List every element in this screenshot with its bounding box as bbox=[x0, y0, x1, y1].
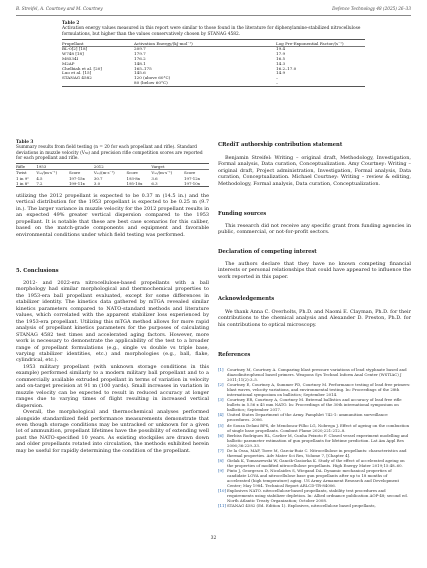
body-paragraph: Overall, the morphological and thermochemical analyses performed alongside standardized field performance measurements demonstrate that even though storage conditions may be untracked or unknown for a given lot of ammunition, propellant lifetimes have the possibility of extending well past the NATO-specified 10 years. As existing stockpiles are drawn down and older propellants rotated into circulation, the methods exhibited herein may be useful for rapidly determining the condition of the propellant. bbox=[16, 409, 209, 454]
reference-item bbox=[218, 412, 411, 422]
reference-text: Berbiss Rodrigues RL, Cavlier M, Cunha Peixoto F. Closed vessel experiment modelling and ballistic parameter estimation of gun propellants for lifetime prediction. Lat Am Appl Res 2006;36:229–33. bbox=[227, 432, 409, 448]
table-cell: 14.3 bbox=[276, 60, 286, 66]
reference-item bbox=[218, 458, 411, 468]
table-2-caption-text: Activation energy values measured in this report were similar to those found in the literature for diphenylamine-stabilized nitrocellulose formulations, but higher than the values conservatively chosen by STANAG 4582. bbox=[62, 26, 361, 37]
reference-text: Pinto J, Georgescu D, Nicolaides S, Wiegand DA. Dynamic mechanical properties of candidate LOVA and nitrocellulose base gun propellants after up to 18 months of accelerated (high temperature) aging. US Army Armament Research and Development Center; May 1984. Technical Report ARLCD-TR-84006. bbox=[227, 467, 400, 489]
funding-text bbox=[218, 223, 411, 236]
header-rule bbox=[16, 15, 411, 16]
table-cell: – bbox=[276, 75, 279, 81]
table-cell: 1 in 9" bbox=[16, 175, 29, 181]
table-cell: 148.1 bbox=[134, 60, 146, 66]
table-cell: 197-12x bbox=[184, 175, 200, 181]
table-cell: 14.9 bbox=[276, 70, 286, 76]
table-header-cell: Rifle bbox=[16, 164, 36, 170]
reference-text: de Souza Delani BPS, de Mendonca-Filho LG, Nobrega J. Effect of ageing on the combustion of single base propellants. Combust Flame 2020;221:212–8. bbox=[227, 422, 410, 433]
table-2-grid bbox=[62, 39, 365, 87]
table-cell: 19.4 bbox=[276, 46, 286, 52]
reference-text: STANAG 4582 (Ed. Edition 1). Explosives, nitrocellulose based propellants, bbox=[227, 503, 376, 509]
reference-number-link[interactable]: [1] bbox=[218, 367, 224, 372]
reference-text: Explosives NATO. nitrocellulose-based propellants, stability test procedures and requirements using stabilizer depletion. In: Allied ordnance publication AOP-48; second ed. North Atlantic Treaty Organization; October 2008. bbox=[227, 488, 408, 504]
reference-item bbox=[218, 503, 411, 508]
table-cell: 193-8x bbox=[126, 175, 140, 181]
table-cell: 30.7 bbox=[93, 175, 103, 181]
table-cell: 120 (above 60°C) bbox=[134, 75, 171, 81]
reference-item bbox=[218, 397, 411, 412]
reference-number-link[interactable]: [7] bbox=[218, 447, 224, 453]
table-header-cell: Varget bbox=[151, 164, 209, 170]
table-3 bbox=[16, 140, 209, 187]
table-cell: – bbox=[276, 80, 279, 86]
body-paragraph: utilizing the 2012 propellant is expected to be 0.37 m (14.5 in.) and the vertical distribution for the 1953 propellant is expected to be 0.25 m (9.7 in.). The larger variance in muzzle velocity for the 2012 propellant results in an expected 49% greater vertical dispersion compared to the 1953 propellant. It is notable that these are best case scenarios for this caliber, based on the match-grade components and equipment and favorable environmental conditions under which field testing was performed. bbox=[16, 193, 209, 238]
reference-item bbox=[218, 488, 411, 503]
reference-item bbox=[218, 468, 411, 488]
table-header-cell: Score bbox=[184, 170, 196, 176]
table-2-header-row bbox=[62, 39, 365, 47]
reference-item bbox=[218, 433, 411, 448]
table-3-grid bbox=[16, 163, 209, 187]
credit-text bbox=[218, 155, 411, 187]
table-row bbox=[16, 181, 209, 187]
running-header bbox=[16, 6, 411, 14]
body-paragraph: Benjamin Streifel: Writing – original draft, Methodology, Investigation, Formal analysis, Data curation, Conceptualization. Amy Courtney: Writing – original draft, Project administration, Investigation, Formal analysis, Data curation, Conceptualization. Michael Courtney: Writing – review & editing, Methodology, Formal analysis, Data curation, Conceptualization. bbox=[218, 155, 411, 187]
table-cell: STANAG 4582 bbox=[62, 75, 92, 81]
funding-heading: Funding sources bbox=[218, 211, 267, 217]
table-cell: 197-15x bbox=[68, 175, 85, 181]
table-header-cell: V₅₀/(m·s⁻¹) bbox=[151, 170, 173, 176]
table-cell: 6.3 bbox=[151, 180, 158, 186]
table-cell: 16.2–17.0 bbox=[276, 65, 297, 71]
table-cell: 1 in 8" bbox=[16, 180, 29, 186]
body-paragraph: 2012- and 2022-era nitrocellulose-based propellants with a ball morphology had similar morphological and thermochemical properties to the 1953-era ball propellant evaluated, except for some differences in stabilizer identity. The kinetics data gathered by mTGA revealed similar kinetics parameters compared to NATO-standard methods and literature values, which correlated with the apparent stabilizer loss experienced by the 1953-era propellant. Utilizing this mTGA method allows for more rapid analysis of propellant kinetics parameters for the purposes of calculating STANAG 4582 test times and accelerated aging factors. However, more work is necessary to demonstrate the applicability of the test to a broader range of propellant formulations (e.g., single vs double vs triple base, varying stabilizer identities, etc.) and morphologies (e.g., ball, flake, cylindrical, etc.). bbox=[16, 280, 209, 364]
reference-number-link[interactable]: [11] bbox=[218, 503, 226, 509]
header-authors: B. Streifel, A. Courtney and M. Courtney bbox=[16, 6, 103, 11]
table-header-cell: Score bbox=[68, 170, 81, 176]
reference-text: De la Ossa, MAF, Torre M, Garcia-Ruiz C. Nitrocellulose in propellants: characteristics and thermal properties. Adv Mater Sci Res, Volume 7, [Chapter 4]. bbox=[227, 447, 407, 458]
table-2 bbox=[62, 21, 365, 87]
coi-text bbox=[218, 261, 411, 280]
references-list bbox=[218, 367, 411, 508]
body-paragraph: We thank Anna C. Overholts, Ph.D. and Naomi E. Clayman, Ph.D. for their contributions to the chemical analysis and Alexander D. Preston, Ph.D. for his contributions to optical microscopy. bbox=[218, 309, 411, 328]
reference-text: Courtney ER, Courtney A, Courtney M. External ballistics and accuracy of lead free rifle bullets in 5.56 x 45 mm NATO. In: Proceedings of the 30th international symposium on ballistics; September 2017. bbox=[227, 397, 402, 413]
reference-number-link[interactable]: [5] bbox=[218, 422, 224, 428]
table-2-caption bbox=[62, 21, 365, 37]
table-cell bbox=[62, 81, 134, 86]
table-3-caption-text: Summary results from field testing (n = 20 for each propellant and rifle). Standard deviations in muzzle velocity (V₅₀) and precision rifle competition scores are reported for each propellant and rifle. bbox=[16, 145, 203, 161]
table-cell: W748 [18] bbox=[62, 51, 84, 57]
table-cell: 80 (below 60°C) bbox=[134, 80, 168, 86]
table-cell: M2AP bbox=[62, 60, 75, 66]
reference-number-link[interactable]: [2] bbox=[218, 382, 224, 388]
table-cell: 17.9 bbox=[276, 51, 286, 57]
table-cell: 199-11x bbox=[68, 180, 85, 186]
reference-item bbox=[218, 367, 411, 382]
table-cell: Luo et al. [15] bbox=[62, 70, 92, 76]
table-header-cell: Activation Energy/(kJ·mol⁻¹) bbox=[134, 39, 276, 47]
table-cell: 176.2 bbox=[134, 56, 146, 62]
reference-number-link[interactable]: [8] bbox=[218, 457, 224, 463]
table-cell: 3.6 bbox=[151, 175, 158, 181]
header-journal: Defence Technology 48 (2025) 26–33 bbox=[332, 6, 411, 11]
left-column-text bbox=[16, 193, 209, 238]
body-paragraph: This research did not receive any specific grant from funding agencies in public, commercial, or not-for-profit sectors. bbox=[218, 223, 411, 236]
table-2-title: Table 2 bbox=[62, 21, 80, 26]
reference-number-link[interactable]: [6] bbox=[218, 432, 224, 438]
table-cell: 209.7 bbox=[134, 46, 146, 52]
table-3-title: Table 3 bbox=[16, 140, 34, 145]
table-header-cell: V₅₀/(m·s⁻¹) bbox=[93, 170, 115, 176]
references-heading: References bbox=[218, 352, 251, 358]
reference-number-link[interactable]: [10] bbox=[218, 488, 226, 494]
table-cell: 145.6 bbox=[134, 70, 146, 76]
table-header-cell: Score bbox=[126, 170, 138, 176]
table-3-caption bbox=[16, 140, 209, 161]
ack-text bbox=[218, 309, 411, 328]
table-cell: 165–175 bbox=[134, 65, 152, 71]
table-cell: M8534I bbox=[62, 56, 79, 62]
reference-item bbox=[218, 382, 411, 397]
ack-heading: Acknowledgements bbox=[218, 296, 275, 302]
reference-item bbox=[218, 448, 411, 458]
table-cell: 4.5 bbox=[36, 175, 43, 181]
table-row bbox=[62, 81, 365, 86]
reference-item bbox=[218, 423, 411, 433]
table-header-cell: Log Pre-Exponential Factor/(s⁻¹) bbox=[276, 39, 365, 47]
table-cell: 197-10x bbox=[184, 180, 200, 186]
coi-heading: Declaration of competing interest bbox=[218, 249, 317, 255]
credit-heading: CRediT authorship contribution statement bbox=[218, 142, 343, 148]
reference-text: United States Department of the Army. Pamphlet 742-1: ammunition surveillance procedures. 2006. bbox=[227, 412, 388, 423]
table-cell: 7.2 bbox=[36, 180, 43, 186]
table-header-cell: 2012 bbox=[94, 164, 152, 170]
page-number: 32 bbox=[210, 536, 217, 541]
body-paragraph: 1953 military propellant (with unknown storage conditions in this example) performed similarly to a modern military ball propellant and to a commercially available extruded propellant in terms of variation in velocity and on-target precision at 91 m (100 yards). Small increases in variation in muzzle velocity can be expected to result in reduced accuracy at longer ranges due to varying times of flight resulting in increased vertical dispersion. bbox=[16, 363, 209, 409]
conclusions-text bbox=[16, 280, 209, 454]
table-header-cell: V₅₀/(m·s⁻¹) bbox=[36, 170, 58, 176]
body-paragraph: The authors declare that they have no known competing financial interests or personal relationships that could have appeared to influence the work reported in this paper. bbox=[218, 261, 411, 280]
table-cell: 195-10x bbox=[126, 180, 143, 186]
table-header-cell: 1953 bbox=[36, 164, 94, 170]
section-5-heading: 5. Conclusions bbox=[16, 268, 59, 274]
table-cell: 3.0 bbox=[93, 180, 101, 186]
reference-number-link[interactable]: [3] bbox=[218, 397, 224, 403]
reference-text: Courtney E, Courtney A, Summer PD, Courtney M. Performance testing of lead free primers: blast waves, velocity variations, and environmental testing. In: Proceedings of the 28th international symposium on ballistics; September 2014. bbox=[227, 382, 411, 398]
table-header-cell: Twist bbox=[16, 170, 27, 176]
table-header-cell: Propellant bbox=[62, 39, 134, 47]
table-cell: BL-0[2] [18] bbox=[62, 46, 88, 52]
table-cell: 179.7 bbox=[134, 51, 146, 57]
reference-text: Courtney M, Courtney A. Comparing blast pressure variations of lead styphnate based and diazodinitrophenol based primers. Weapons Sys Technol Inform Anal Center (WSTIAC) J 2011;11(2):3–5. bbox=[227, 367, 407, 383]
table-cell: Chelbiah et al. [20] bbox=[62, 65, 102, 71]
reference-number-link[interactable]: [4] bbox=[218, 412, 224, 418]
table-cell: 16.5 bbox=[276, 56, 286, 62]
reference-number-link[interactable]: [9] bbox=[218, 467, 224, 473]
reference-text: Gielak K, Tomaszewski W, Gancik-Gasiorka K. Study of the effect of accelerated ageing on the properties of modified nitrocellulose propellants. High Energy Mater 2019;15:48–60. bbox=[227, 457, 405, 468]
